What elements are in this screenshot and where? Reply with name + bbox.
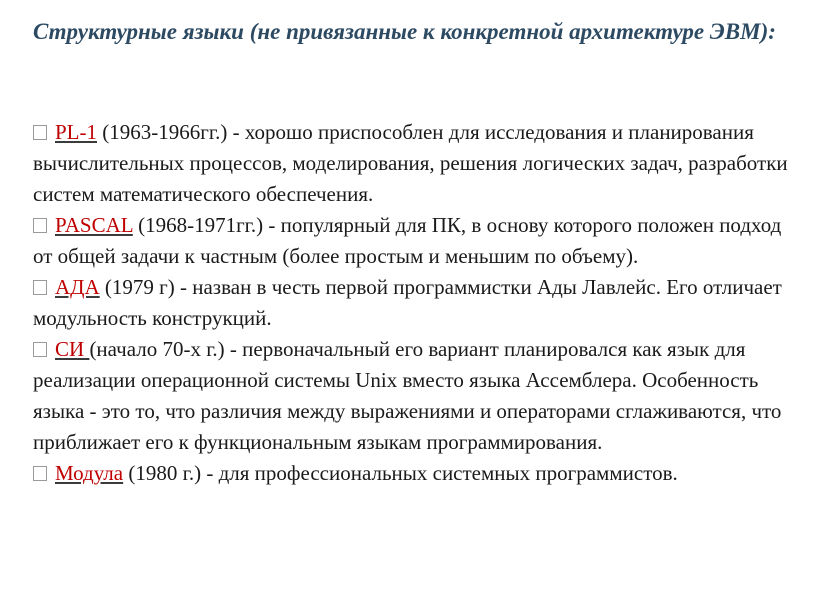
entry-text: (1979 г) - назван в честь первой программистки Ады Лавлейс. Его отличает модульность конструкций. (33, 275, 782, 330)
list-item-pascal (33, 210, 793, 272)
list-item-ada (33, 272, 793, 334)
missing-glyph-box-icon (33, 280, 47, 295)
link-pascal[interactable]: PASCAL (55, 213, 133, 237)
link-pl1[interactable]: PL-1 (55, 120, 97, 144)
slide-title: Структурные языки (не привязанные к конкретной архитектуре ЭВМ): (33, 19, 776, 44)
missing-glyph-box-icon (33, 218, 47, 233)
link-ada[interactable]: АДА (55, 275, 100, 299)
link-c[interactable]: СИ (55, 337, 90, 361)
missing-glyph-box-icon (33, 342, 47, 357)
entry-text: (1968-1971гг.) - популярный для ПК, в основу которого положен подход от общей задачи к частным (более простым и меньшим по объему). (33, 213, 782, 268)
link-modula[interactable]: Модула (55, 461, 124, 485)
list-item-pl1 (33, 117, 793, 210)
language-list (33, 117, 793, 489)
missing-glyph-box-icon (33, 125, 47, 140)
entry-text: (1963-1966гг.) - хорошо приспособлен для исследования и планирования вычислительных процессов, моделирования, решения логических задач, разработки систем математического обеспечения. (33, 120, 788, 206)
list-item-modula (33, 458, 793, 489)
missing-glyph-box-icon (33, 466, 47, 481)
entry-text: (1980 г.) - для профессиональных системных программистов. (123, 461, 678, 485)
entry-text: (начало 70-х г.) - первоначальный его вариант планировался как язык для реализации операционной системы Unix вместо языка Ассемблера. Особенность языка - это то, что различия между выражениями и операторами сглаживаются, что приближает его к функциональным языкам программирования. (33, 337, 782, 454)
list-item-c (33, 334, 793, 458)
